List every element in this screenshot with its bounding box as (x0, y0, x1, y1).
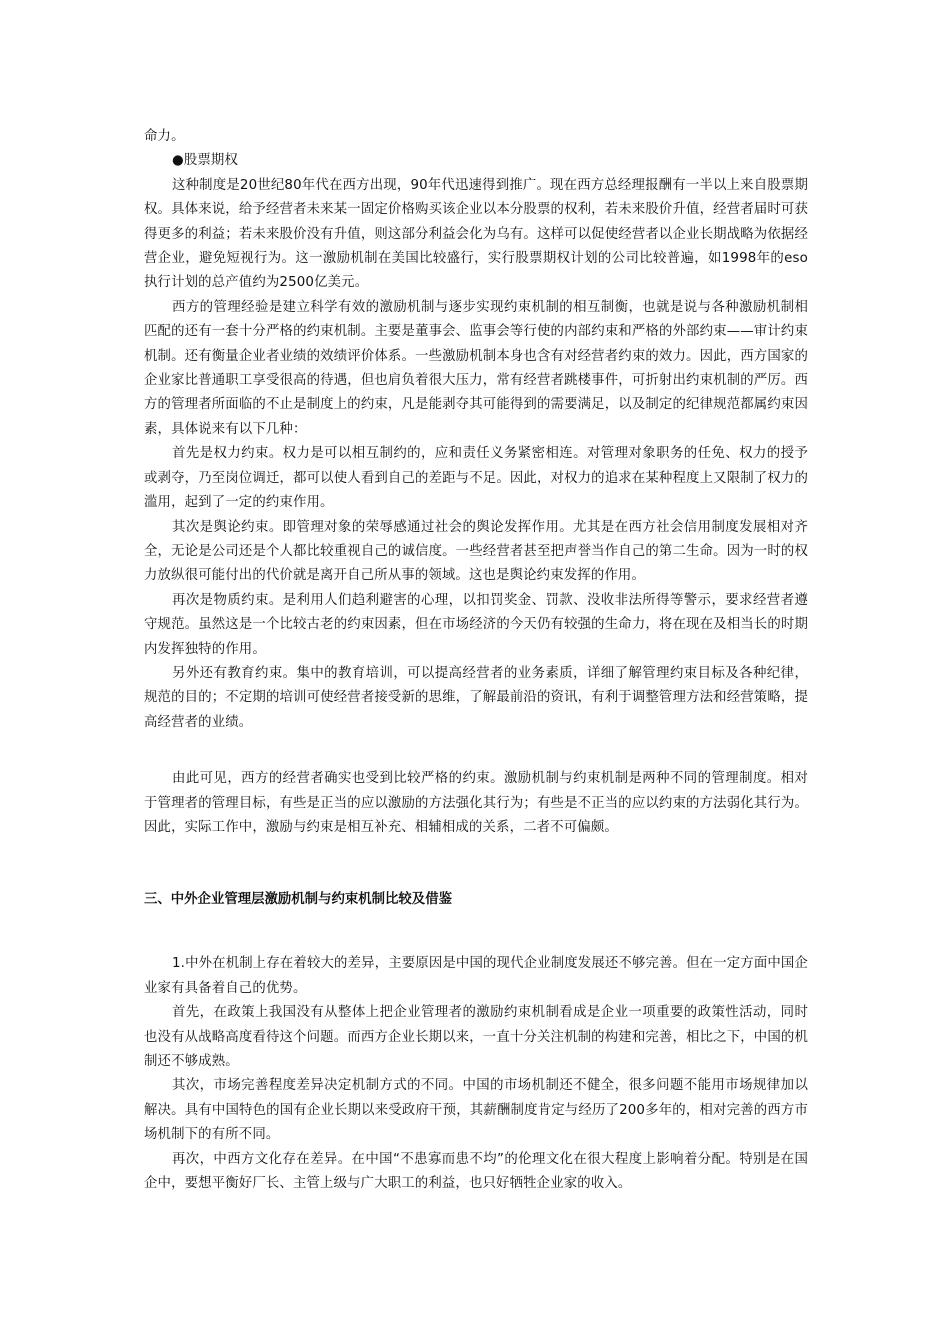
section-heading: 三、中外企业管理层激励机制与约束机制比较及借鉴 (144, 892, 452, 908)
bullet-heading-stock-options: ●股票期权 (172, 153, 238, 169)
paragraph-western-management: 西方的管理经验是建立科学有效的激励机制与逐步实现约束机制的相互制衡，也就是说与各种激励机制相匹配的还有一套十分严格的约束机制。主要是董事会、监事会等行使的内部约束和严格的外部约束——审计约束机制。还有衡量企业者业绩的效绩评价体系。一些激励机制本身也含有对经营者约束的效力。因此，西方国家的企业家比普通职工享受很高的待遇，但也肩负着很大压力，常有经营者跳楼事件，可折射出约束机制的严厉。西方的管理者所面临的不止是制度上的约束，凡是能剥夺其可能得到的需要满足，以及制定的纪律规范都属约束因素，具体说来有以下几种： (144, 299, 808, 437)
paragraph-market: 其次，市场完善程度差异决定机制方式的不同。中国的市场机制还不健全，很多问题不能用市场规律加以解决。具有中国特色的国有企业长期以来受政府干预，其薪酬制度肯定与经历了200多年的，相对完善的西方市场机制下的有所不同。 (144, 1078, 808, 1143)
spacer (144, 840, 808, 888)
paragraph-opinion-constraint: 其次是舆论约束。即管理对象的荣辱感通过社会的舆论发挥作用。尤其是在西方社会信用制度发展相对齐全，无论是公司还是个人都比较重视自己的诚信度。一些经营者甚至把声誉当作自己的第二生命。因为一时的权力放纵很可能付出的代价就是离开自己所从事的领域。这也是舆论约束发挥的作用。 (144, 519, 808, 584)
paragraph-point-1: 1.中外在机制上存在着较大的差异，主要原因是中国的现代企业制度发展还不够完善。但在一定方面中国企业家有具备着自己的优势。 (144, 956, 808, 996)
paragraph-policy: 首先，在政策上我国没有从整体上把企业管理者的激励约束机制看成是企业一项重要的政策性活动，同时也没有从战略高度看待这个问题。而西方企业长期以来，一直十分关注机制的构建和完善，相比之下，中国的机制还不够成熟。 (144, 1005, 808, 1069)
paragraph-culture: 再次，中西方文化存在差异。在中国“不患寡而患不均”的伦理文化在很大程度上影响着分配。特别是在国企中，要想平衡好厂长、主管上级与广大职工的利益，也只好牺牲企业家的收入。 (144, 1151, 808, 1192)
paragraph-power-constraint: 首先是权力约束。权力是可以相互制约的，应和责任义务紧密相连。对管理对象职务的任免、权力的授予或剥夺，乃至岗位调迁，都可以使人看到自己的差距与不足。因此，对权力的追求在某种程度上又限制了权力的滥用，起到了一定的约束作用。 (144, 446, 808, 511)
paragraph-stock-options: 这种制度是20世纪80年代在西方出现，90年代迅速得到推广。现在西方总经理报酬有一半以上来自股票期权。具体来说，给予经营者未来某一固定价格购买该企业以本分股票的权利，若未来股价升值，经营者届时可获得更多的利益；若未来股价没有升值，则这部分利益会化为乌有。这样可以促使经营者以企业长期战略为依据经营企业，避免短视行为。这一激励机制在美国比较盛行，实行股票期权计划的公司比较普遍，如1998年的eso执行计划的总产值约为2500亿美元。 (144, 177, 808, 291)
paragraph-conclusion: 由此可见，西方的经营者确实也受到比较严格的约束。激励机制与约束机制是两种不同的管理制度。相对于管理者的管理目标，有些是正当的应以激励的方法强化其行为；有些是不正当的应以约束的方法弱化其行为。因此，实际工作中，激励与约束是相互补充、相辅相成的关系，二者不可偏颇。 (144, 771, 808, 835)
paragraph-education-constraint: 另外还有教育约束。集中的教育培训，可以提高经营者的业务素质，详细了解管理约束目标及各种纪律，规范的目的；不定期的培训可使经营者接受新的思维，了解最前沿的资讯，有利于调整管理方法和经营策略，提高经营者的业绩。 (144, 665, 808, 730)
paragraph-material-constraint: 再次是物质约束。是利用人们趋利避害的心理，以扣罚奖金、罚款、没收非法所得等警示，要求经营者遵守规范。虽然这是一个比较古老的约束因素，但在市场经济的今天仍有较强的生命力，将在现在及相当长的时期内发挥独特的作用。 (144, 592, 808, 657)
document-page (144, 125, 808, 1196)
spacer (144, 735, 808, 767)
spacer (144, 912, 808, 952)
paragraph-continuation: 命力。 (144, 129, 185, 144)
